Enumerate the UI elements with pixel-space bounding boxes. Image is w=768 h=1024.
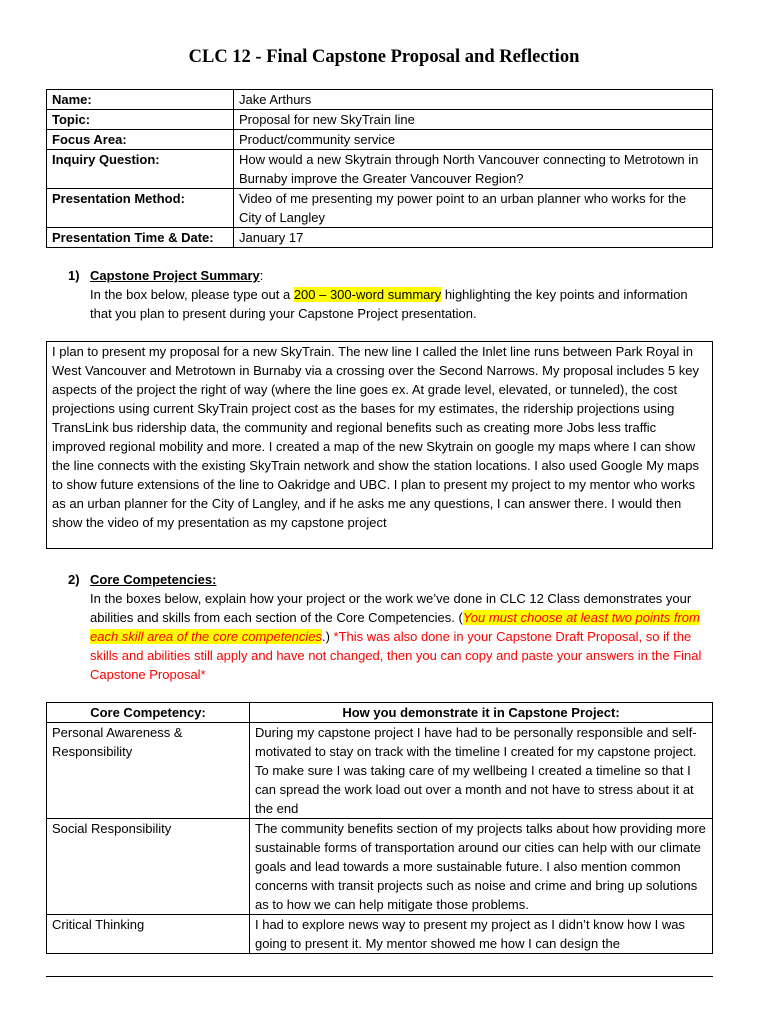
competency-name: Personal Awareness & Responsibility xyxy=(47,723,250,819)
info-row-name xyxy=(47,90,713,110)
table-row xyxy=(47,723,713,819)
core-competency-table xyxy=(46,702,713,954)
instruction-text: highlighting the key points and information that you plan to present during your Capstone Project presentation. xyxy=(90,287,688,321)
competency-description: I had to explore news way to present my project as I didn’t know how I was going to present it. My mentor showed me how I can design the xyxy=(250,915,713,954)
highlighted-word-count: 200 – 300-word summary xyxy=(293,287,442,302)
info-row-inquiry-question xyxy=(47,150,713,189)
column-header: Core Competency: xyxy=(47,703,250,723)
info-value: Proposal for new SkyTrain line xyxy=(234,110,713,130)
section-2-heading xyxy=(68,570,216,589)
student-info-table xyxy=(46,89,713,248)
competency-description: During my capstone project I have had to be personally responsible and self-motivated to stay on track with the timeline I created for my capstone project. To make sure I was taking care of my wellbeing I created a timeline so that I can spread the work load out over a month and not have to stress about it at the end xyxy=(250,723,713,819)
info-value: Jake Arthurs xyxy=(234,90,713,110)
info-label: Presentation Method: xyxy=(47,189,234,228)
page-title: CLC 12 - Final Capstone Proposal and Reflection xyxy=(188,47,580,67)
info-label: Inquiry Question: xyxy=(47,150,234,189)
info-label: Topic: xyxy=(47,110,234,130)
info-label: Focus Area: xyxy=(47,130,234,150)
info-value: How would a new Skytrain through North Vancouver connecting to Metrotown in Burnaby improve the Greater Vancouver Region? xyxy=(234,150,713,189)
instruction-text: In the boxes below, explain how your project or the work we’ve done in CLC 12 Class demonstrates your abilities and skills from each section of the Core Competencies. ( xyxy=(90,591,692,625)
capstone-summary-box: I plan to present my proposal for a new SkyTrain. The new line I called the Inlet line runs between Park Royal in West Vancouver and Metrotown in Burnaby via a crossing over the Second Narrows. My proposal includes 5 key aspects of the project the right of way (where the line goes ex. At grade level, elevated, or tunneled), the cost projections using current SkyTrain project cost as the bases for my estimates, the ridership projections using TransLink bus ridership data, the community and regional benefits such as creating more Jobs less traffic improved regional mobility and more. I created a map of the new Skytrain on google my maps where I can show the line connects with the existing SkyTrain network and show the station locations. I also used Google My maps to show future extensions of the line to Oakridge and UBC. I plan to present my project to my mentor who works as an urban planner for the City of Langley, and if he asks me any questions, I can answer there. I would then show the video of my presentation as my capstone project xyxy=(46,341,713,549)
info-row-topic xyxy=(47,110,713,130)
info-row-presentation-method xyxy=(47,189,713,228)
table-cut-border xyxy=(46,976,713,977)
highlighted-requirement: You must choose at least two points from each skill area of the core competencies xyxy=(90,610,700,644)
instruction-text: In the box below, please type out a xyxy=(90,287,294,302)
info-value: Product/community service xyxy=(234,130,713,150)
section-1-instructions xyxy=(90,285,710,323)
info-value: January 17 xyxy=(234,228,713,248)
competency-name: Social Responsibility xyxy=(47,819,250,915)
info-label: Presentation Time & Date: xyxy=(47,228,234,248)
instruction-text: .) xyxy=(321,629,334,644)
table-row xyxy=(47,819,713,915)
section-number: 2) xyxy=(68,572,80,587)
info-row-presentation-date xyxy=(47,228,713,248)
table-header-row xyxy=(47,703,713,723)
info-value: Video of me presenting my power point to an urban planner who works for the City of Langley xyxy=(234,189,713,228)
section-title: Core Competencies: xyxy=(90,572,217,587)
section-2-instructions xyxy=(90,589,710,684)
section-1-heading xyxy=(68,266,263,285)
red-note: *This was also done in your Capstone Draft Proposal, so if the skills and abilities still apply and have not changed, then you can copy and paste your answers in the Final Capstone Proposal* xyxy=(90,629,702,682)
section-title: Capstone Project Summary xyxy=(90,268,260,283)
info-label: Name: xyxy=(47,90,234,110)
competency-description: The community benefits section of my projects talks about how providing more sustainable forms of transportation around our cities can help with our climate goals and lead towards a more sustainable future. I also mention common concerns with transit projects such as noise and crime and bring up solutions as to how we can help mitigate those problems. xyxy=(250,819,713,915)
info-row-focus-area xyxy=(47,130,713,150)
section-number: 1) xyxy=(68,268,80,283)
table-row xyxy=(47,915,713,954)
competency-name: Critical Thinking xyxy=(47,915,250,954)
column-header: How you demonstrate it in Capstone Project: xyxy=(250,703,713,723)
section-title-colon: : xyxy=(259,268,264,283)
page-bottom-mask xyxy=(0,976,768,1024)
